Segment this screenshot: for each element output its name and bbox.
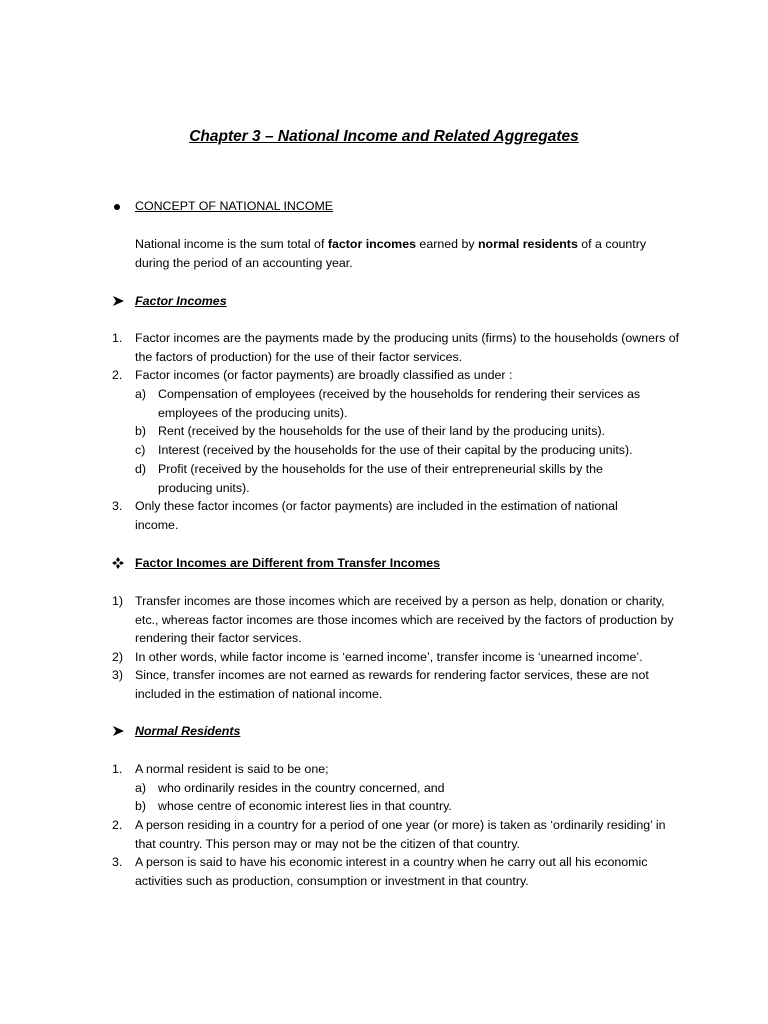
- factor-incomes-heading: Factor Incomes: [135, 294, 227, 308]
- section-transfer-heading: [112, 554, 712, 573]
- list-number: 2.: [112, 818, 123, 832]
- page-title: Chapter 3 – National Income and Related Aggregates: [189, 128, 579, 145]
- list-number: 2): [112, 650, 124, 664]
- list-text: Only these factor incomes (or factor payments) are included in the estimation of national income.: [135, 499, 618, 532]
- diamond-bullet-icon: [112, 554, 130, 569]
- concept-text-3: of a country during the period of an accounting year.: [135, 237, 647, 270]
- list-text: Factor incomes are the payments made by the producing units (firms) to the households (owners of the factors of production) for the use of their factor services.: [135, 331, 680, 364]
- section-normal-residents-heading: [112, 722, 712, 741]
- list-number: 3.: [112, 855, 123, 869]
- sub-list-text: Profit (received by the households for the use of their entrepreneurial skills by the producing units).: [158, 462, 603, 495]
- list-text: Since, transfer incomes are not earned as rewards for rendering factor services, these are not included in the estimation of national income.: [135, 668, 649, 701]
- concept-paragraph: [135, 235, 680, 272]
- list-number: 1): [112, 594, 124, 608]
- list-number: 2.: [112, 368, 123, 382]
- sub-list-letter: b): [135, 799, 147, 813]
- sub-list-letter: b): [135, 424, 147, 438]
- bullet-dot-icon: [112, 197, 130, 216]
- sub-list-text: Compensation of employees (received by the households for rendering their services as employees of the producing units).: [158, 387, 641, 420]
- list-text: In other words, while factor income is ‘earned income’, transfer income is ‘unearned income’.: [135, 650, 643, 664]
- list-number: 1.: [112, 331, 123, 345]
- sub-list-text: who ordinarily resides in the country concerned, and: [158, 781, 445, 795]
- list-text: A normal resident is said to be one;: [135, 762, 329, 776]
- sub-list-letter: c): [135, 443, 146, 457]
- transfer-heading: Factor Incomes are Different from Transfer Incomes: [135, 556, 441, 570]
- normal-residents-heading: Normal Residents: [135, 724, 241, 738]
- list-text: A person is said to have his economic interest in a country when he carry out all his economic activities such as production, consumption or investment in that country.: [135, 855, 648, 888]
- list-number: 3): [112, 668, 124, 682]
- concept-bold-factor-incomes: factor incomes: [327, 237, 416, 251]
- sub-list-letter: d): [135, 462, 147, 476]
- sub-list-text: Interest (received by the households for the use of their capital by the producing units).: [158, 443, 633, 457]
- section-factor-incomes-heading: [112, 292, 712, 311]
- concept-bold-normal-residents: normal residents: [477, 237, 578, 251]
- sub-list-letter: a): [135, 781, 147, 795]
- list-text: A person residing in a country for a period of one year (or more) is taken as ‘ordinarily residing’ in that country. This person may or may not be the citizen of that country.: [135, 818, 666, 851]
- list-number: 1.: [112, 762, 123, 776]
- list-number: 3.: [112, 499, 123, 513]
- arrow-bullet-icon: [112, 722, 130, 737]
- concept-heading: CONCEPT OF NATIONAL INCOME: [135, 199, 334, 213]
- sub-list-text: whose centre of economic interest lies in that country.: [158, 799, 452, 813]
- section-concept-heading: [112, 197, 712, 216]
- arrow-bullet-icon: [112, 292, 130, 307]
- sub-list-text: Rent (received by the households for the use of their land by the producing units).: [158, 424, 606, 438]
- list-text: Transfer incomes are those incomes which are received by a person as help, donation or charity, etc., whereas factor incomes are those incomes which are received by the factors of production by rendering their factor services.: [135, 594, 674, 646]
- concept-text-1: National income is the sum total of: [135, 237, 328, 251]
- list-text: Factor incomes (or factor payments) are broadly classified as under :: [135, 368, 513, 382]
- sub-list-letter: a): [135, 387, 147, 401]
- concept-text-2: earned by: [415, 237, 478, 251]
